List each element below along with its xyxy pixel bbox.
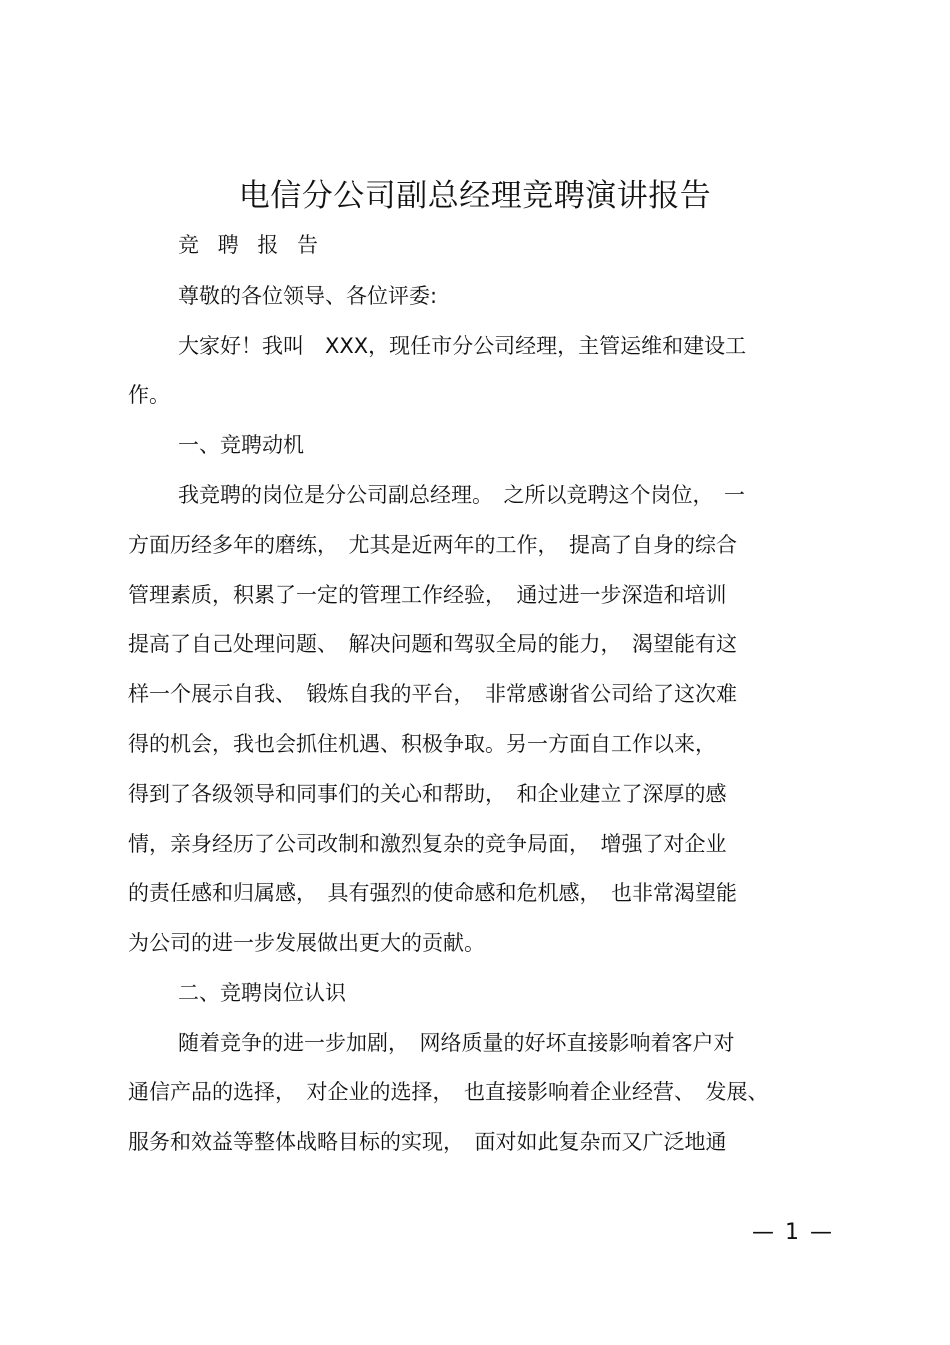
paragraph-line: 样一个展示自我、 锻炼自我的平台， 非常感谢省公司给了这次难	[128, 682, 737, 706]
paragraph-line: 随着竞争的进一步加剧， 网络质量的好坏直接影响着客户对	[178, 1031, 735, 1055]
paragraph-line: 为公司的进一步发展做出更大的贡献。	[128, 931, 485, 955]
paragraph-line: 情，亲身经历了公司改制和激烈复杂的竞争局面， 增强了对企业	[128, 832, 727, 856]
section-heading: 二、竞聘岗位认识	[178, 981, 346, 1005]
section-heading: 一、竞聘动机	[178, 433, 304, 457]
paragraph-line: 提高了自己处理问题、 解决问题和驾驭全局的能力， 渴望能有这	[128, 632, 737, 656]
paragraph-line: 服务和效益等整体战略目标的实现， 面对如此复杂而又广泛地通	[128, 1130, 727, 1154]
paragraph-line: 我竞聘的岗位是分公司副总经理。 之所以竞聘这个岗位， 一	[178, 483, 745, 507]
paragraph-line: 的责任感和归属感， 具有强烈的使命感和危机感， 也非常渴望能	[128, 881, 737, 905]
paragraph-line: 大家好！我叫 XXX，现任市分公司经理，主管运维和建设工	[178, 334, 747, 358]
paragraph-line: 管理素质，积累了一定的管理工作经验， 通过进一步深造和培训	[128, 583, 727, 607]
page-number: — 1 —	[752, 1220, 834, 1245]
paragraph-line: 作。	[128, 383, 170, 407]
paragraph-line: 得到了各级领导和同事们的关心和帮助， 和企业建立了深厚的感	[128, 782, 727, 806]
paragraph-line: 通信产品的选择， 对企业的选择， 也直接影响着企业经营、 发展、	[128, 1080, 769, 1104]
section-label: 竞 聘 报 告	[178, 233, 325, 257]
salutation: 尊敬的各位领导、各位评委:	[178, 284, 438, 308]
paragraph-line: 方面历经多年的磨练， 尤其是近两年的工作， 提高了自身的综合	[128, 533, 737, 557]
document-title: 电信分公司副总经理竞聘演讲报告	[238, 178, 712, 214]
paragraph-line: 得的机会，我也会抓住机遇、积极争取。另一方面自工作以来，	[128, 732, 716, 756]
